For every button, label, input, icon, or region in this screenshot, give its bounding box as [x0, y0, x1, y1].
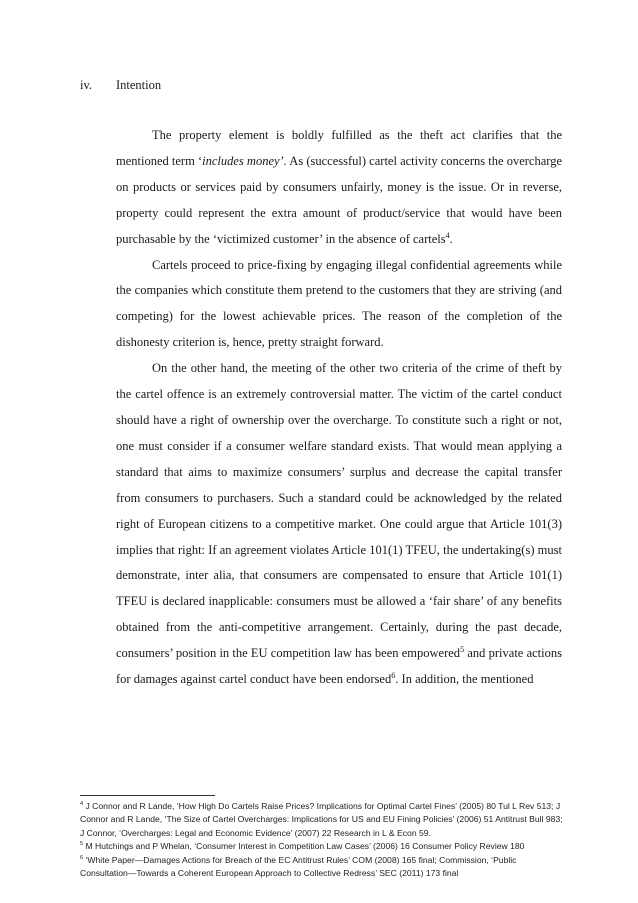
footnote-text: M Hutchings and P Whelan, ‘Consumer Interest in Competition Law Cases’ (2006) 16 Consumer Policy Review 180: [85, 841, 525, 852]
footnote-number: 6: [80, 854, 84, 861]
paragraph-dishonesty: Cartels proceed to price-fixing by engaging illegal confidential agreements while the companies which constitute them pretend to the customers that they are striving (and competing) for the lowest achievable prices. The reason of the completion of the dishonesty criterion is, hence, pretty straight forward.: [116, 257, 562, 350]
section-title: Intention: [116, 78, 162, 92]
p1-text-b: As (successful) cartel activity concerns the overcharge on products or services paid by consumers unfairly, money is the issue. Or in reverse, property could represent the extra amount of product/service that would have been purchasable by the ‘victimized customer’ in the absence of cartels: [116, 153, 562, 246]
section-heading: [80, 78, 161, 93]
footnote-5: [80, 840, 566, 853]
footnote-number: 5: [80, 841, 84, 848]
footnote-number: 4: [80, 801, 84, 808]
footnote-text: ‘White Paper—Damages Actions for Breach of the EC Antitrust Rules’ COM (2008) 165 final; Commission, ‘Public Consultation—Towards a Coherent European Approach to Collective Redress’ SEC (2011) 173 final: [80, 854, 517, 879]
footnote-ref-6[interactable]: 6: [391, 670, 396, 680]
section-number: iv.: [80, 78, 93, 92]
p1-text-c: .: [449, 231, 453, 246]
footnote-6: [80, 854, 566, 881]
p3-text-c: . In addition, the mentioned: [395, 672, 534, 687]
p1-text-a: The property element is boldly fulfilled as the theft act clarifies that the mentioned term ‘: [116, 128, 562, 168]
footnote-text: J Connor and R Lande, ‘How High Do Cartels Raise Prices? Implications for Optimal Cartel Fines’ (2005) 80 Tul L Rev 513; J Connor and R Lande, ‘The Size of Cartel Overcharges: Implications for US and EU Fining Policies’ (2006) 51 Antitrust Bull 983; J Connor, ‘Overcharges: Legal and Economic Evidence’ (2007) 22 Research in L & Econ 59.: [80, 801, 563, 838]
body-text: [116, 123, 562, 693]
p3-text-b: and private actions for damages against cartel conduct have been endorsed: [116, 646, 562, 687]
p1-emphasis: includes money’.: [202, 153, 287, 168]
footnote-ref-5[interactable]: 5: [460, 644, 465, 654]
footnote-divider: [80, 795, 215, 796]
footnote-4: [80, 800, 566, 840]
footnote-ref-4[interactable]: 4: [445, 230, 450, 240]
paragraph-property: [116, 123, 562, 253]
p3-text-a: On the other hand, the meeting of the other two criteria of the crime of theft by the cartel offence is an extremely controversial matter. The victim of the cartel conduct should have a right of ownership over the overcharge. To constitute such a right or not, one must consider if a consumer welfare standard exists. That would mean applying a standard that aims to maximize consumers’ surplus and decrease the capital transfer from consumers to purchasers. Such a standard could be acknowledged by the related right of European citizens to a competitive market. One could argue that Article 101(3) implies that right: If an agreement violates Article 101(1) TFEU, the undertaking(s) must demonstrate, inter alia, that consumers are compensated to ensure that Article 101(1) TFEU is declared inapplicable: consumers must be allowed a ‘fair share’ of any benefits obtained from the anti-competitive arrangement. Certainly, during the past decade, consumers’ position in the EU competition law has been empowered: [116, 361, 562, 661]
footnotes: [80, 800, 566, 880]
paragraph-ownership: [116, 356, 562, 693]
